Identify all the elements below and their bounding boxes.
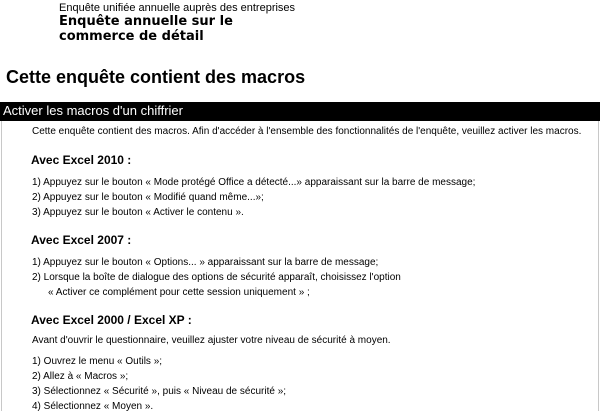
section-header-label: Activer les macros d'un chiffrier	[3, 103, 183, 118]
excel-2000-step: 1) Ouvrez le menu « Outils »;	[32, 356, 163, 367]
survey-title-line: Enquête annuelle sur le	[59, 14, 233, 29]
excel-2000-heading: Avec Excel 2000 / Excel XP :	[31, 313, 192, 327]
survey-title	[59, 14, 233, 44]
excel-2000-intro: Avant d'ouvrir le questionnaire, veuillez ajuster votre niveau de sécurité à moyen.	[32, 335, 391, 346]
instructions-panel	[1, 121, 599, 411]
excel-2007-step: 1) Appuyez sur le bouton « Options... » apparaissant sur la barre de message;	[32, 257, 379, 268]
survey-subtitle: Enquête unifiée annuelle auprès des entreprises	[59, 2, 296, 14]
survey-title-line: commerce de détail	[59, 29, 204, 44]
excel-2010-step: 2) Appuyez sur le bouton « Modifié quand même...»;	[32, 192, 264, 203]
excel-2010-heading: Avec Excel 2010 :	[31, 153, 132, 167]
intro-text: Cette enquête contient des macros. Afin d'accéder à l'ensemble des fonctionnalités de l'enquête, veuillez activer les macros.	[32, 126, 582, 137]
excel-2000-step: 3) Sélectionnez « Sécurité », puis « Niveau de sécurité »;	[32, 386, 287, 397]
excel-2007-step: 2) Lorsque la boîte de dialogue des options de sécurité apparaît, choisissez l'option	[32, 272, 401, 283]
excel-2000-step: 4) Sélectionnez « Moyen ».	[32, 401, 154, 411]
excel-2007-step: « Activer ce complément pour cette session uniquement » ;	[48, 287, 310, 298]
excel-2007-heading: Avec Excel 2007 :	[31, 233, 132, 247]
excel-2000-step: 2) Allez à « Macros »;	[32, 371, 129, 382]
section-header-bar	[0, 102, 600, 121]
page-title: Cette enquête contient des macros	[6, 67, 306, 87]
excel-2010-step: 1) Appuyez sur le bouton « Mode protégé Office a détecté...» apparaissant sur la barre de message;	[32, 177, 476, 188]
excel-2010-step: 3) Appuyez sur le bouton « Activer le contenu ».	[32, 207, 244, 218]
